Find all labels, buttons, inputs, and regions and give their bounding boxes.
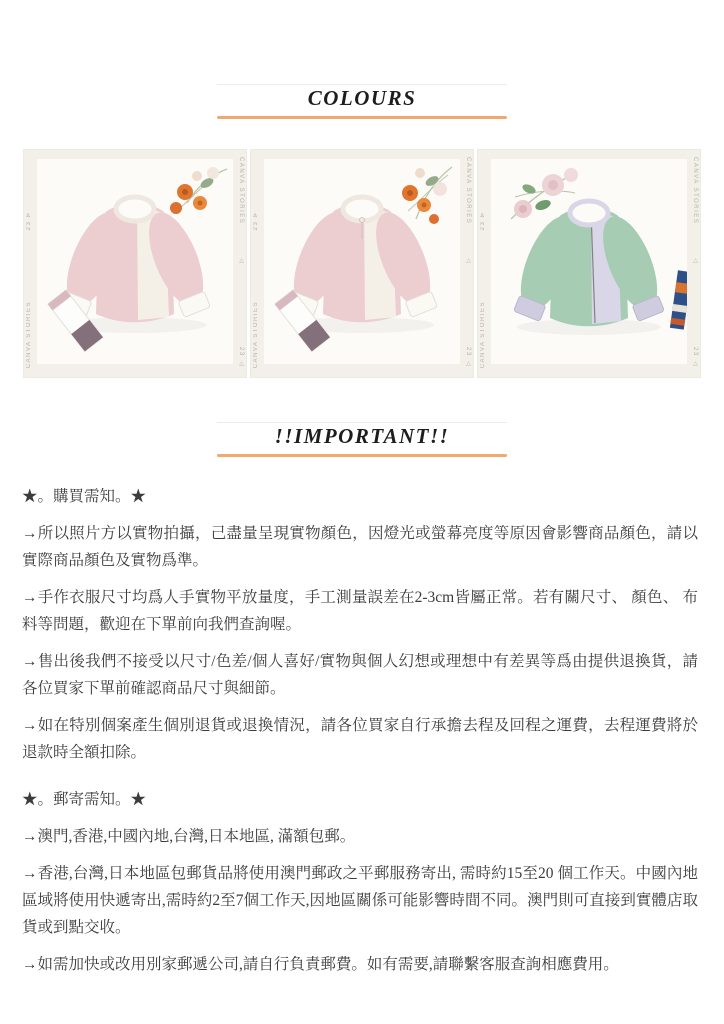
triangle-up-icon: △ xyxy=(692,257,698,266)
film-strip-label: CANVA STORIES xyxy=(238,157,244,225)
colours-heading: COLOURS xyxy=(307,86,417,110)
product-photo-pink-back xyxy=(264,159,460,364)
heading-top-rule xyxy=(217,422,507,423)
shipping-note: →香港,台灣,日本地區包郵貨品將使用澳門郵政之平郵服務寄出, 需時約15至20 個工作天。中國內地區域將使用快遞寄出,需時約2至7個工作天,因地區關係可能影響時間不同。澳門則可直接到實體店取貨或到點交收。 xyxy=(22,865,698,936)
purchase-note: →如在特別個案產生個別退貨或退換情況，請各位買家自行承擔去程及回程之運費，去程運費將於退款時全額扣除。 xyxy=(22,717,698,761)
film-frame-marker: 23 ⊳ xyxy=(26,211,32,231)
film-frame-marker: 23 △ xyxy=(238,346,244,368)
film-strip-label: CANVA STORIES xyxy=(465,157,471,225)
orange-flowers-decoration xyxy=(402,167,452,224)
triangle-up-icon: △ xyxy=(238,257,244,266)
triangle-up-icon: △ xyxy=(465,257,471,266)
blouse-illustration-pink-front xyxy=(37,159,233,364)
blouse-illustration-pink-back xyxy=(264,159,460,364)
purchase-notes-section xyxy=(22,483,698,766)
purchase-note: →手作衣服尺寸均爲人手實物平放量度，手工測量誤差在2-3cm皆屬正常。若有關尺寸、 顏色、 布料等問題，歡迎在下單前向我們查詢喔。 xyxy=(22,589,698,633)
shipping-notes-section xyxy=(22,786,698,978)
heading-accent-rule xyxy=(217,116,507,119)
film-frame-marker: 23 ⊳ xyxy=(480,211,486,231)
triangle-up-icon: △ xyxy=(238,359,244,368)
product-photo-pink-front xyxy=(37,159,233,364)
film-strip-label: CANVA STORIES xyxy=(26,300,32,368)
blouse-illustration-green-front xyxy=(491,159,687,364)
photo-frame-green-front xyxy=(477,149,701,378)
booklet-decoration xyxy=(670,270,687,329)
photo-frame-pink-back xyxy=(250,149,474,378)
film-frame-marker: 23 △ xyxy=(692,346,698,368)
orange-flowers-decoration xyxy=(170,167,227,214)
photo-frame-pink-front xyxy=(23,149,247,378)
colour-gallery xyxy=(0,149,724,378)
purchase-note: →售出後我們不接受以尺寸/色差/個人喜好/實物與個人幻想或理想中有差異等爲由提供退換貨，請各位買家下單前確認商品尺寸與細節。 xyxy=(22,653,698,697)
triangle-up-icon: △ xyxy=(692,359,698,368)
purchase-note: →所以照片方以實物拍攝，己盡量呈現實物顏色，因燈光或螢幕亮度等原因會影響商品顏色，請以實際商品顏色及實物爲準。 xyxy=(22,525,698,569)
triangle-up-icon: △ xyxy=(465,359,471,368)
film-strip-label: CANVA STORIES xyxy=(253,300,259,368)
film-strip-label: CANVA STORIES xyxy=(692,157,698,225)
film-frame-marker: 23 ⊳ xyxy=(253,211,259,231)
shipping-note: →澳門,香港,中國內地,台灣,日本地區, 滿額包郵。 xyxy=(22,828,356,845)
notes-area xyxy=(0,457,724,978)
colours-heading-block xyxy=(217,0,507,119)
product-photo-green-front xyxy=(491,159,687,364)
heading-top-rule xyxy=(217,84,507,85)
film-strip-label: CANVA STORIES xyxy=(480,300,486,368)
shipping-note: →如需加快或改用別家郵遞公司,請自行負責郵費。如有需要,請聯繫客服查詢相應費用。 xyxy=(22,956,619,973)
important-heading: !!IMPORTANT!! xyxy=(274,424,450,448)
important-heading-block xyxy=(217,422,507,457)
triangle-right-icon: ⊳ xyxy=(26,211,32,218)
shipping-notes-heading: ★。郵寄需知。★ xyxy=(22,791,147,808)
triangle-right-icon: ⊳ xyxy=(253,211,259,218)
film-frame-marker: 23 △ xyxy=(465,346,471,368)
triangle-right-icon: ⊳ xyxy=(480,211,486,218)
purchase-notes-heading: ★。購買需知。★ xyxy=(22,488,147,505)
